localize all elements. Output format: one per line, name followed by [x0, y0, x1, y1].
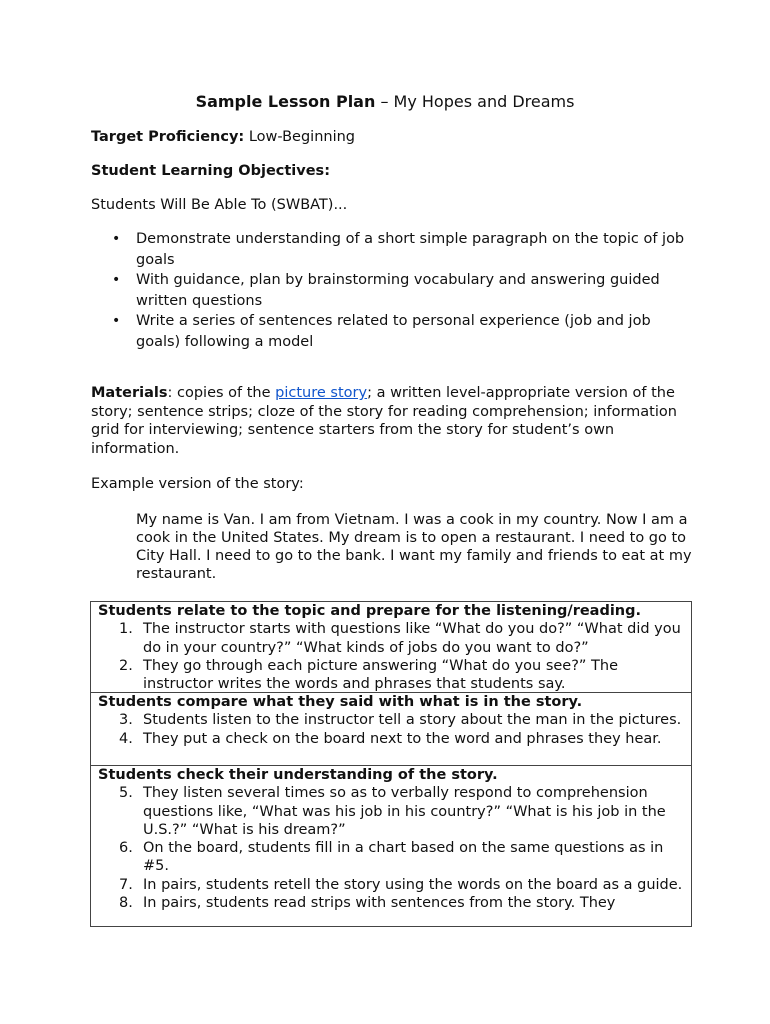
step-item — [91, 657, 691, 693]
target-proficiency — [91, 128, 355, 147]
swbat-line: Students Will Be Able To (SWBAT)... — [91, 197, 348, 213]
bullet-icon: • — [112, 313, 121, 329]
objective-item — [91, 311, 691, 352]
step-text: Students listen to the instructor tell a story about the man in the pictures. — [143, 712, 682, 729]
table-section — [91, 766, 691, 926]
objectives-heading: Student Learning Objectives: — [91, 163, 330, 179]
step-item — [91, 711, 691, 729]
step-text: They go through each picture answering “What do you see?” The instructor writes the words and phrases that students say. — [143, 657, 618, 693]
step-text: On the board, students fill in a chart based on the same questions as in #5. — [143, 840, 664, 875]
objective-item — [91, 229, 691, 270]
target-value: Low-Beginning — [244, 129, 356, 145]
objective-text: With guidance, plan by brainstorming vocabulary and answering guided written questions — [136, 272, 660, 309]
activity-table — [90, 601, 692, 927]
steps-list — [91, 620, 691, 693]
step-number: 1. — [119, 621, 133, 638]
example-story: My name is Van. I am from Vietnam. I was a cook in my country. Now I am a cook in the United States. My dream is to open a restaurant. I need to go to City Hall. I need to go to the bank. I want my family and friends to eat at my restaurant. — [136, 512, 692, 582]
step-item — [91, 730, 691, 748]
table-section — [91, 602, 691, 693]
table-section — [91, 693, 691, 766]
step-item — [91, 894, 691, 912]
objective-text: Write a series of sentences related to personal experience (job and job goals) following a model — [136, 313, 651, 350]
picture-story-link[interactable]: picture story — [275, 385, 368, 401]
page-title — [0, 92, 770, 112]
objective-text: Demonstrate understanding of a short simple paragraph on the topic of job goals — [136, 231, 685, 268]
steps-list — [91, 711, 691, 748]
step-text: The instructor starts with questions like “What do you do?” “What did you do in your country?” “What kinds of jobs do you want to do?” — [143, 621, 681, 656]
step-item — [91, 876, 691, 894]
section-heading: Students check their understanding of the story. — [98, 767, 498, 783]
target-label: Target Proficiency: — [91, 129, 245, 145]
step-number: 3. — [119, 712, 133, 729]
step-text: They put a check on the board next to the word and phrases they hear. — [143, 730, 662, 747]
step-number: 6. — [119, 840, 133, 857]
step-item — [91, 784, 691, 839]
title-bold: Sample Lesson Plan — [195, 92, 376, 111]
steps-list — [91, 784, 691, 912]
step-item — [91, 620, 691, 657]
step-number: 8. — [119, 895, 133, 912]
bullet-icon: • — [112, 272, 121, 288]
step-number: 4. — [119, 730, 133, 747]
step-number: 7. — [119, 876, 133, 893]
step-text: They listen several times so as to verbally respond to comprehension questions like, “What was his job in his country?” “What is his job in the U.S.?” “What is his dream?” — [143, 785, 666, 838]
step-text: In pairs, students read strips with sentences from the story. They — [143, 895, 616, 912]
materials-paragraph — [91, 384, 691, 458]
materials-label: Materials — [91, 385, 168, 401]
materials-post: ; a written level-appropriate version of the story; sentence strips; cloze of the story for reading comprehension; information grid for interviewing; sentence starters from the story for student’s own information. — [91, 385, 677, 457]
step-number: 2. — [119, 657, 133, 674]
bullet-icon: • — [112, 231, 121, 247]
objectives-list — [91, 229, 691, 352]
section-heading: Students compare what they said with what is in the story. — [98, 694, 583, 710]
section-heading: Students relate to the topic and prepare for the listening/reading. — [98, 603, 642, 619]
example-label: Example version of the story: — [91, 476, 304, 492]
title-rest: – My Hopes and Dreams — [375, 92, 575, 111]
step-text: In pairs, students retell the story using the words on the board as a guide. — [143, 876, 683, 893]
step-number: 5. — [119, 785, 133, 802]
objective-item — [91, 270, 691, 311]
materials-pre: : copies of the — [167, 385, 276, 401]
step-item — [91, 839, 691, 876]
